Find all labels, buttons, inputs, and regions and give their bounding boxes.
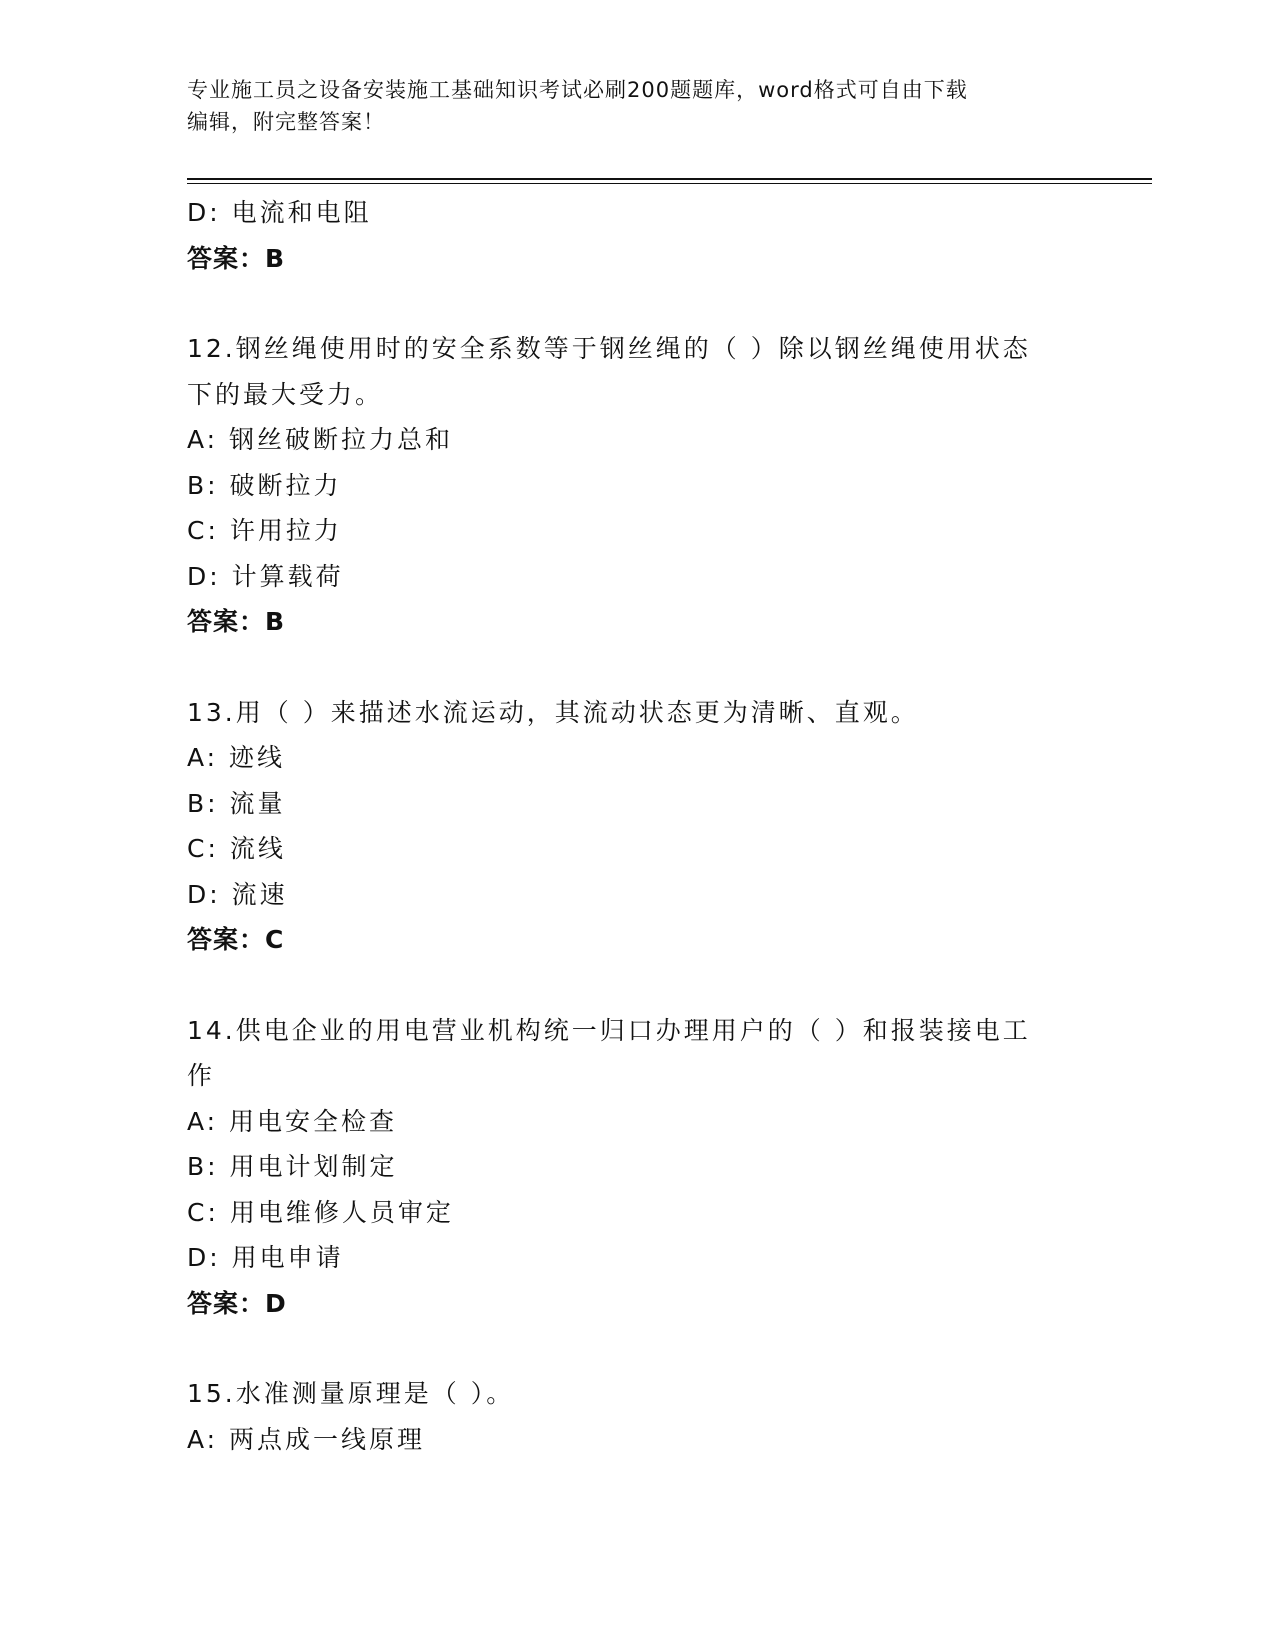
header-divider-thin — [187, 183, 1152, 184]
option-c: C: 许用拉力 — [187, 516, 342, 545]
question-stem: 13.用（ ）来描述水流运动，其流动状态更为清晰、直观。 — [187, 697, 919, 727]
question-12 — [187, 326, 1067, 645]
answer-line: 答案：D — [187, 1288, 287, 1318]
question-stem: 15.水准测量原理是（ ）。 — [187, 1379, 515, 1408]
carryover-block — [187, 190, 1067, 281]
document-header — [187, 74, 1067, 138]
question-14 — [187, 1008, 1067, 1327]
header-line-2: 编辑，附完整答案！ — [187, 110, 385, 134]
answer-line: 答案：B — [187, 243, 286, 273]
header-line-1: 专业施工员之设备安装施工基础知识考试必刷200题题库，word格式可自由下载 — [187, 78, 968, 102]
option-d: D: 计算载荷 — [187, 561, 344, 591]
option-b: B: 流量 — [187, 788, 286, 818]
option-a: A: 钢丝破断拉力总和 — [187, 425, 454, 454]
option-c: C: 用电维修人员审定 — [187, 1197, 454, 1227]
question-13 — [187, 690, 1067, 963]
question-15 — [187, 1371, 1067, 1462]
question-stem: 12.钢丝绳使用时的安全系数等于钢丝绳的（ ）除以钢丝绳使用状态 — [187, 334, 1031, 363]
option-b: B: 破断拉力 — [187, 470, 342, 500]
option-d: D: 电流和电阻 — [187, 198, 372, 227]
option-b: B: 用电计划制定 — [187, 1152, 398, 1181]
option-c: C: 流线 — [187, 834, 286, 863]
option-a: A: 迹线 — [187, 743, 286, 772]
question-stem: 14.供电企业的用电营业机构统一归口办理用户的（ ）和报装接电工 — [187, 1015, 1031, 1045]
option-d: D: 用电申请 — [187, 1243, 344, 1272]
answer-line: 答案：C — [187, 925, 285, 954]
option-d: D: 流速 — [187, 879, 288, 909]
answer-line: 答案：B — [187, 607, 286, 636]
header-divider-thick — [187, 178, 1152, 180]
option-a: A: 用电安全检查 — [187, 1106, 398, 1136]
question-stem-continued: 下的最大受力。 — [187, 379, 384, 409]
option-a: A: 两点成一线原理 — [187, 1424, 426, 1454]
question-stem-continued: 作 — [187, 1061, 216, 1090]
question-content — [187, 190, 1067, 1462]
